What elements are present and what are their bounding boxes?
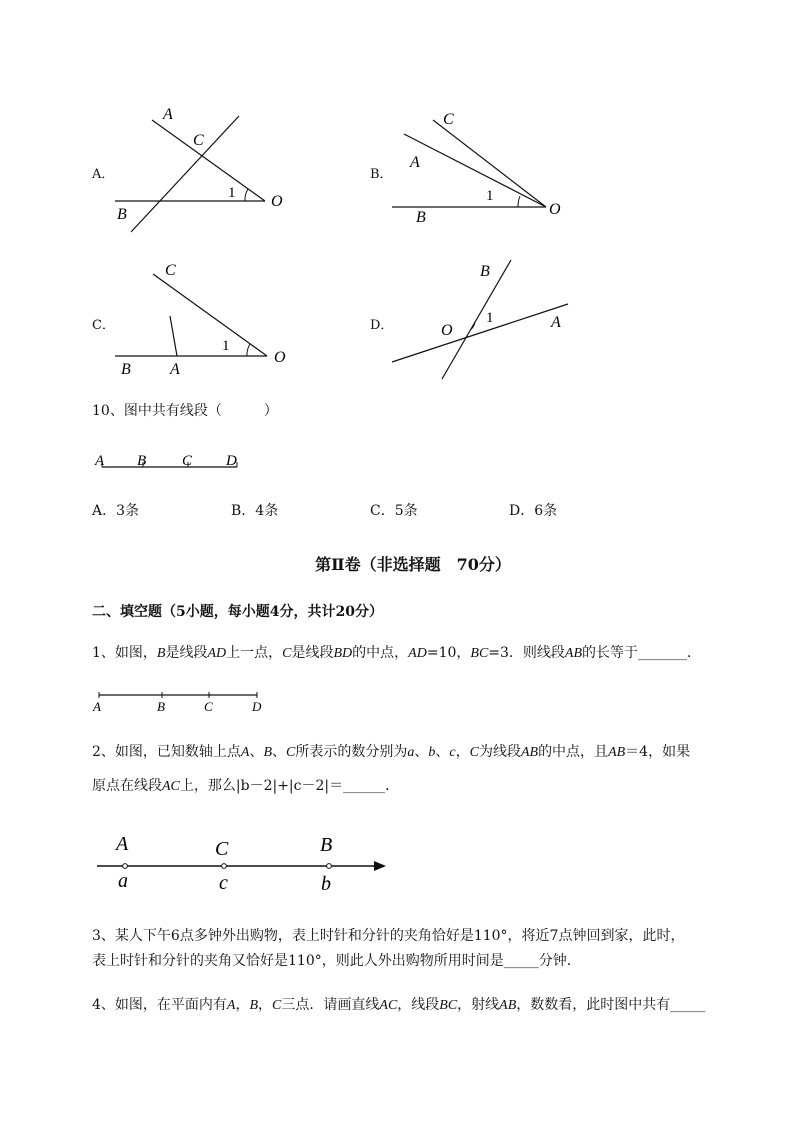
label-B: B <box>137 453 147 469</box>
label-B: B <box>320 834 333 856</box>
fill-q2-line2: 原点在线段AC上，那么|b－2|+|c－2|＝______． <box>92 778 400 794</box>
label-c: c <box>219 872 228 894</box>
label-C: C <box>165 262 176 279</box>
label-B: B <box>117 206 127 223</box>
fill-q2-line1: 2、如图，已知数轴上点A、B、C所表示的数分别为a、b、c，C为线段AB的中点，且AB＝4，如果 <box>92 744 691 760</box>
label-1: 1 <box>486 188 494 204</box>
q10-option-d[interactable]: D．6条 <box>509 503 558 519</box>
q10-stem: 10、图中共有线段（ ） <box>92 403 278 419</box>
label-A: A <box>163 106 173 123</box>
q10-option-c[interactable]: C．5条 <box>370 503 418 519</box>
label-D: D <box>226 453 237 469</box>
label-A: A <box>551 314 561 331</box>
label-C: C <box>215 838 229 860</box>
fill-q1-text: 1、如图，B是线段AD上一点，C是线段BD的中点，AD=10，BC=3．则线段AB的长等于_______． <box>92 645 702 661</box>
option-b-label[interactable]: B． <box>370 167 393 182</box>
label-1: 1 <box>486 310 494 326</box>
figure-fill-q2-number-line <box>90 825 400 895</box>
figure-fill-q1-segment <box>90 685 270 715</box>
label-a: a <box>118 870 128 892</box>
label-b: b <box>321 873 331 895</box>
label-A: A <box>93 699 101 714</box>
figure-option-c <box>105 255 305 380</box>
figure-q10-segment <box>90 445 250 480</box>
figure-option-d <box>385 255 580 385</box>
label-C: C <box>204 699 213 714</box>
option-d-label[interactable]: D． <box>370 318 394 333</box>
section2-title: 二、填空题（5小题，每小题4分，共计20分） <box>92 604 383 620</box>
label-O: O <box>274 349 286 366</box>
q10-option-a[interactable]: A．3条 <box>92 503 140 519</box>
label-O: O <box>549 201 561 218</box>
label-B: B <box>416 209 426 226</box>
label-C: C <box>182 453 193 469</box>
label-D: D <box>252 699 262 714</box>
label-C: C <box>443 111 454 128</box>
fill-q4-text: 4、如图，在平面内有A，B，C三点．请画直线AC，线段BC，射线AB，数数看，此时图中共有_____ <box>92 997 706 1013</box>
option-a-label[interactable]: A． <box>92 167 115 182</box>
label-B: B <box>157 699 165 714</box>
label-A: A <box>116 833 129 855</box>
figure-option-b <box>385 100 585 230</box>
label-O: O <box>441 322 453 339</box>
label-C: C <box>193 132 204 149</box>
label-O: O <box>271 193 283 210</box>
label-1: 1 <box>228 185 236 201</box>
label-A: A <box>170 361 180 378</box>
option-c-label[interactable]: C． <box>92 318 115 333</box>
label-A: A <box>95 453 105 469</box>
label-B: B <box>121 361 131 378</box>
part2-title: 第Ⅱ卷（非选择题 70分） <box>315 555 511 574</box>
q10-option-b[interactable]: B．4条 <box>231 503 279 519</box>
label-A: A <box>410 154 420 171</box>
fill-q3-line1: 3、某人下午6点多钟外出购物，表上时针和分针的夹角恰好是110°，将近7点钟回到家，此时， <box>92 928 685 944</box>
figure-option-a <box>100 96 300 246</box>
fill-q3-line2: 表上时针和分针的夹角又恰好是110°，则此人外出购物所用时间是_____分钟. <box>92 953 572 969</box>
label-B: B <box>480 263 490 280</box>
label-1: 1 <box>222 338 230 354</box>
